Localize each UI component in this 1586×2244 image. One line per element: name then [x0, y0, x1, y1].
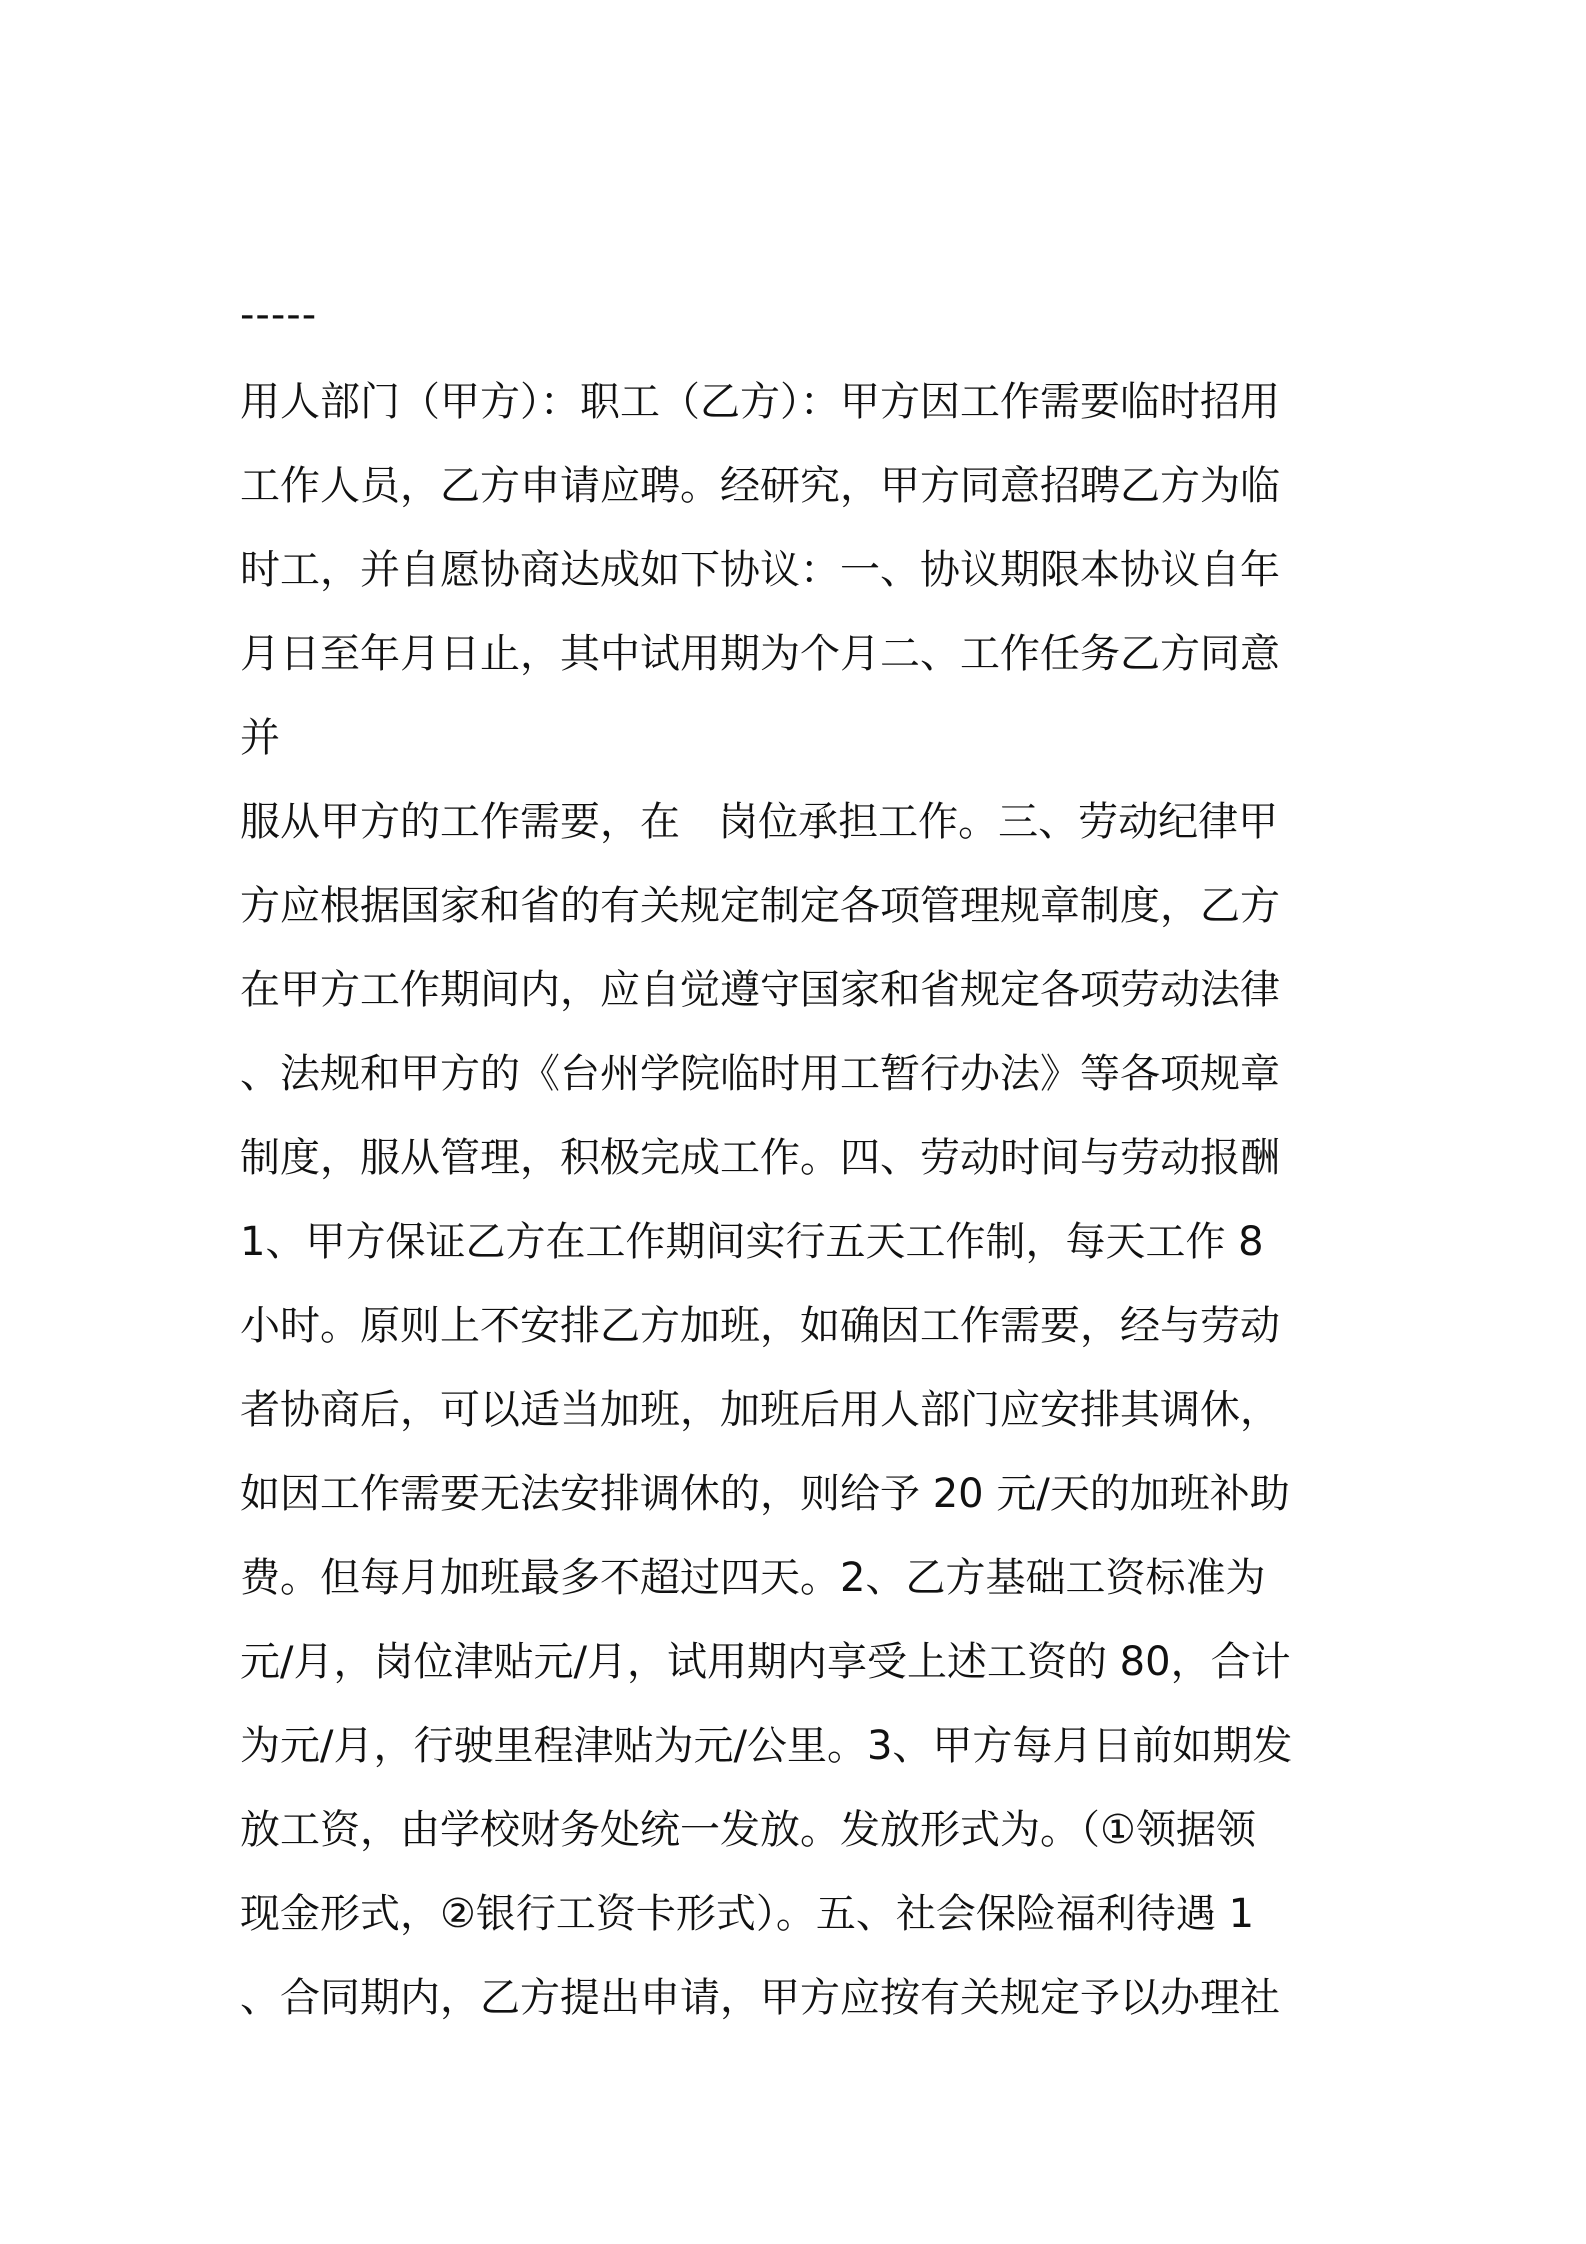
- text-line: 现金形式，②银行工资卡形式）。五、社会保险福利待遇 1: [240, 1891, 1255, 1937]
- text-line: 月日至年月日止，其中试用期为个月二、工作任务乙方同意: [240, 631, 1280, 677]
- text-line: 如因工作需要无法安排调休的，则给予 20 元/天的加班补助: [240, 1471, 1290, 1517]
- text-line: 放工资，由学校财务处统一发放。发放形式为。（①领据领: [240, 1807, 1256, 1853]
- text-line: 用人部门（甲方）：职工（乙方）：甲方因工作需要临时招用: [240, 379, 1280, 425]
- text-line: 在甲方工作期间内，应自觉遵守国家和省规定各项劳动法律: [240, 967, 1280, 1013]
- text-line: 小时。原则上不安排乙方加班，如确因工作需要，经与劳动: [240, 1303, 1280, 1349]
- text-line: 、合同期内，乙方提出申请，甲方应按有关规定予以办理社: [240, 1975, 1280, 2021]
- text-line: 费。但每月加班最多不超过四天。2、乙方基础工资标准为: [240, 1555, 1266, 1601]
- text-line: 1、甲方保证乙方在工作期间实行五天工作制，每天工作 8: [240, 1219, 1264, 1265]
- text-line: 者协商后，可以适当加班，加班后用人部门应安排其调休，: [240, 1387, 1280, 1433]
- text-line: 、法规和甲方的《台州学院临时用工暂行办法》等各项规章: [240, 1051, 1280, 1097]
- text-line: 制度，服从管理，积极完成工作。四、劳动时间与劳动报酬: [240, 1135, 1280, 1181]
- text-line: 时工，并自愿协商达成如下协议：一、协议期限本协议自年: [240, 547, 1280, 593]
- text-line: 元/月，岗位津贴元/月，试用期内享受上述工资的 80，合计: [240, 1639, 1291, 1685]
- contract-body: [240, 360, 1360, 2040]
- text-line: 为元/月，行驶里程津贴为元/公里。3、甲方每月日前如期发: [240, 1723, 1293, 1769]
- separator-line: -----: [240, 292, 318, 338]
- text-line: 方应根据国家和省的有关规定制定各项管理规章制度，乙方: [240, 883, 1280, 929]
- text-line: 并: [240, 715, 280, 761]
- text-line: 工作人员，乙方申请应聘。经研究，甲方同意招聘乙方为临: [240, 463, 1280, 509]
- text-line: 服从甲方的工作需要，在 岗位承担工作。三、劳动纪律甲: [240, 799, 1279, 845]
